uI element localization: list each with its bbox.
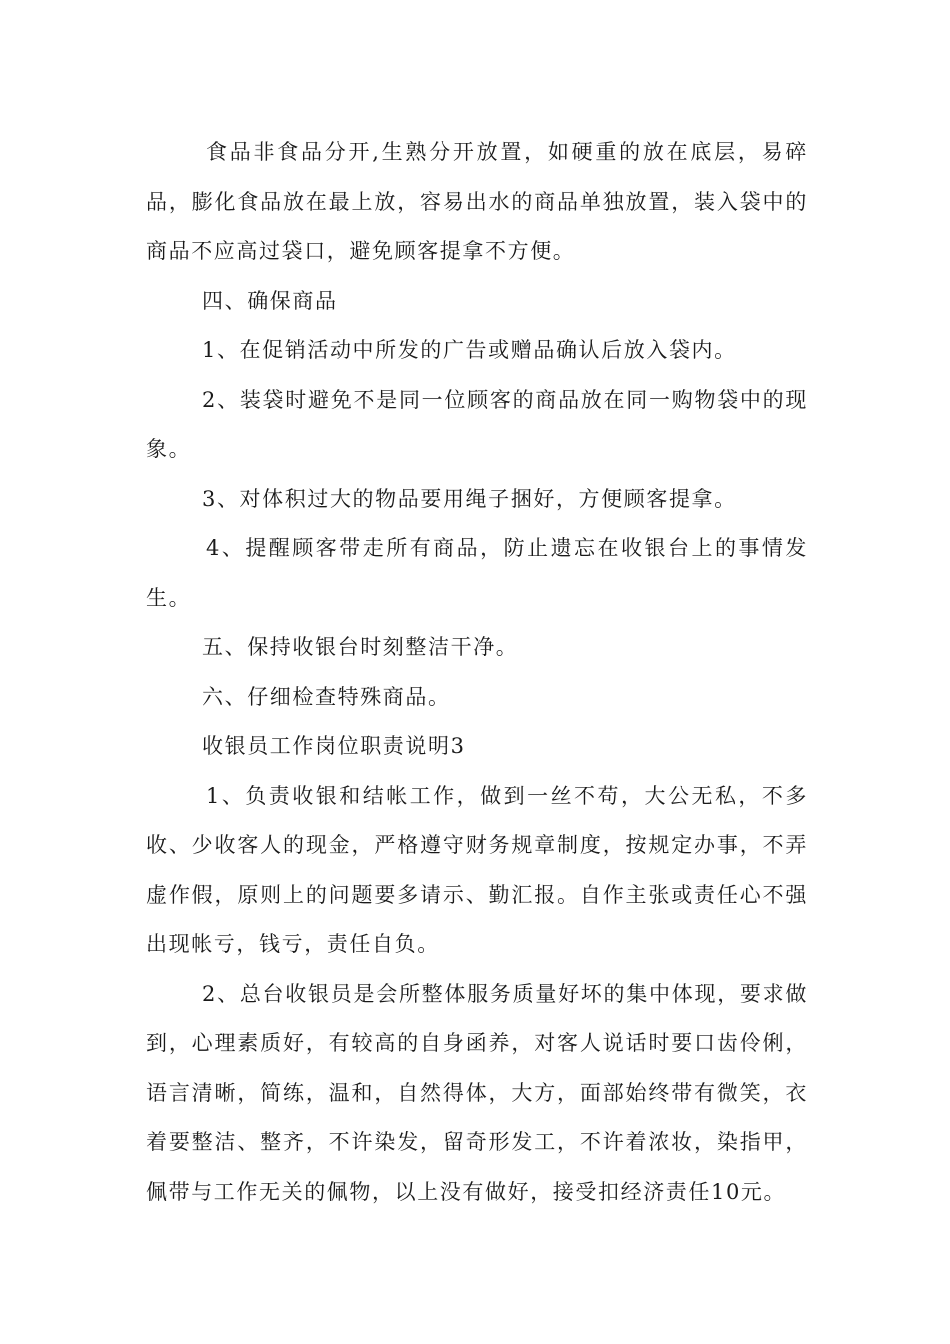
duty-item-1: 1、负责收银和结帐工作，做到一丝不苟，大公无私，不多收、少收客人的现金，严格遵守财务规章制度，按规定办事，不弄虚作假，原则上的问题要多请示、勤汇报。自作主张或责任心不强出现帐亏，钱亏，责任自负。 [146, 783, 808, 956]
document-body [146, 128, 808, 1217]
paragraph-bagging-rules: 食品非食品分开,生熟分开放置，如硬重的放在底层，易碎品，膨化食品放在最上放，容易出水的商品单独放置，装入袋中的商品不应高过袋口，避免顾客提拿不方便。 [146, 140, 808, 263]
duty-item-2: 2、总台收银员是会所整体服务质量好坏的集中体现，要求做到，心理素质好，有较高的自身函养，对客人说话时要口齿伶俐，语言清晰，简练，温和，自然得体，大方，面部始终带有微笑，衣着要整洁、整齐，不许染发，留奇形发工，不许着浓妆，染指甲，佩带与工作无关的佩物，以上没有做好，接受扣经济责任10元。 [146, 981, 808, 1204]
list-item-4-2: 2、装袋时避免不是同一位顾客的商品放在同一购物袋中的现象。 [146, 387, 808, 461]
section-heading-4: 四、确保商品 [202, 288, 338, 313]
section-heading-5: 五、保持收银台时刻整洁干净。 [202, 635, 519, 659]
list-item-4-3: 3、对体积过大的物品要用绳子捆好，方便顾客提拿。 [202, 486, 737, 511]
section-title-3: 收银员工作岗位职责说明3 [202, 734, 466, 758]
section-heading-6: 六、仔细检查特殊商品。 [202, 684, 451, 709]
list-item-4-4: 4、提醒顾客带走所有商品，防止遗忘在收银台上的事情发生。 [146, 536, 808, 610]
list-item-4-1: 1、在促销活动中所发的广告或赠品确认后放入袋内。 [202, 338, 737, 362]
